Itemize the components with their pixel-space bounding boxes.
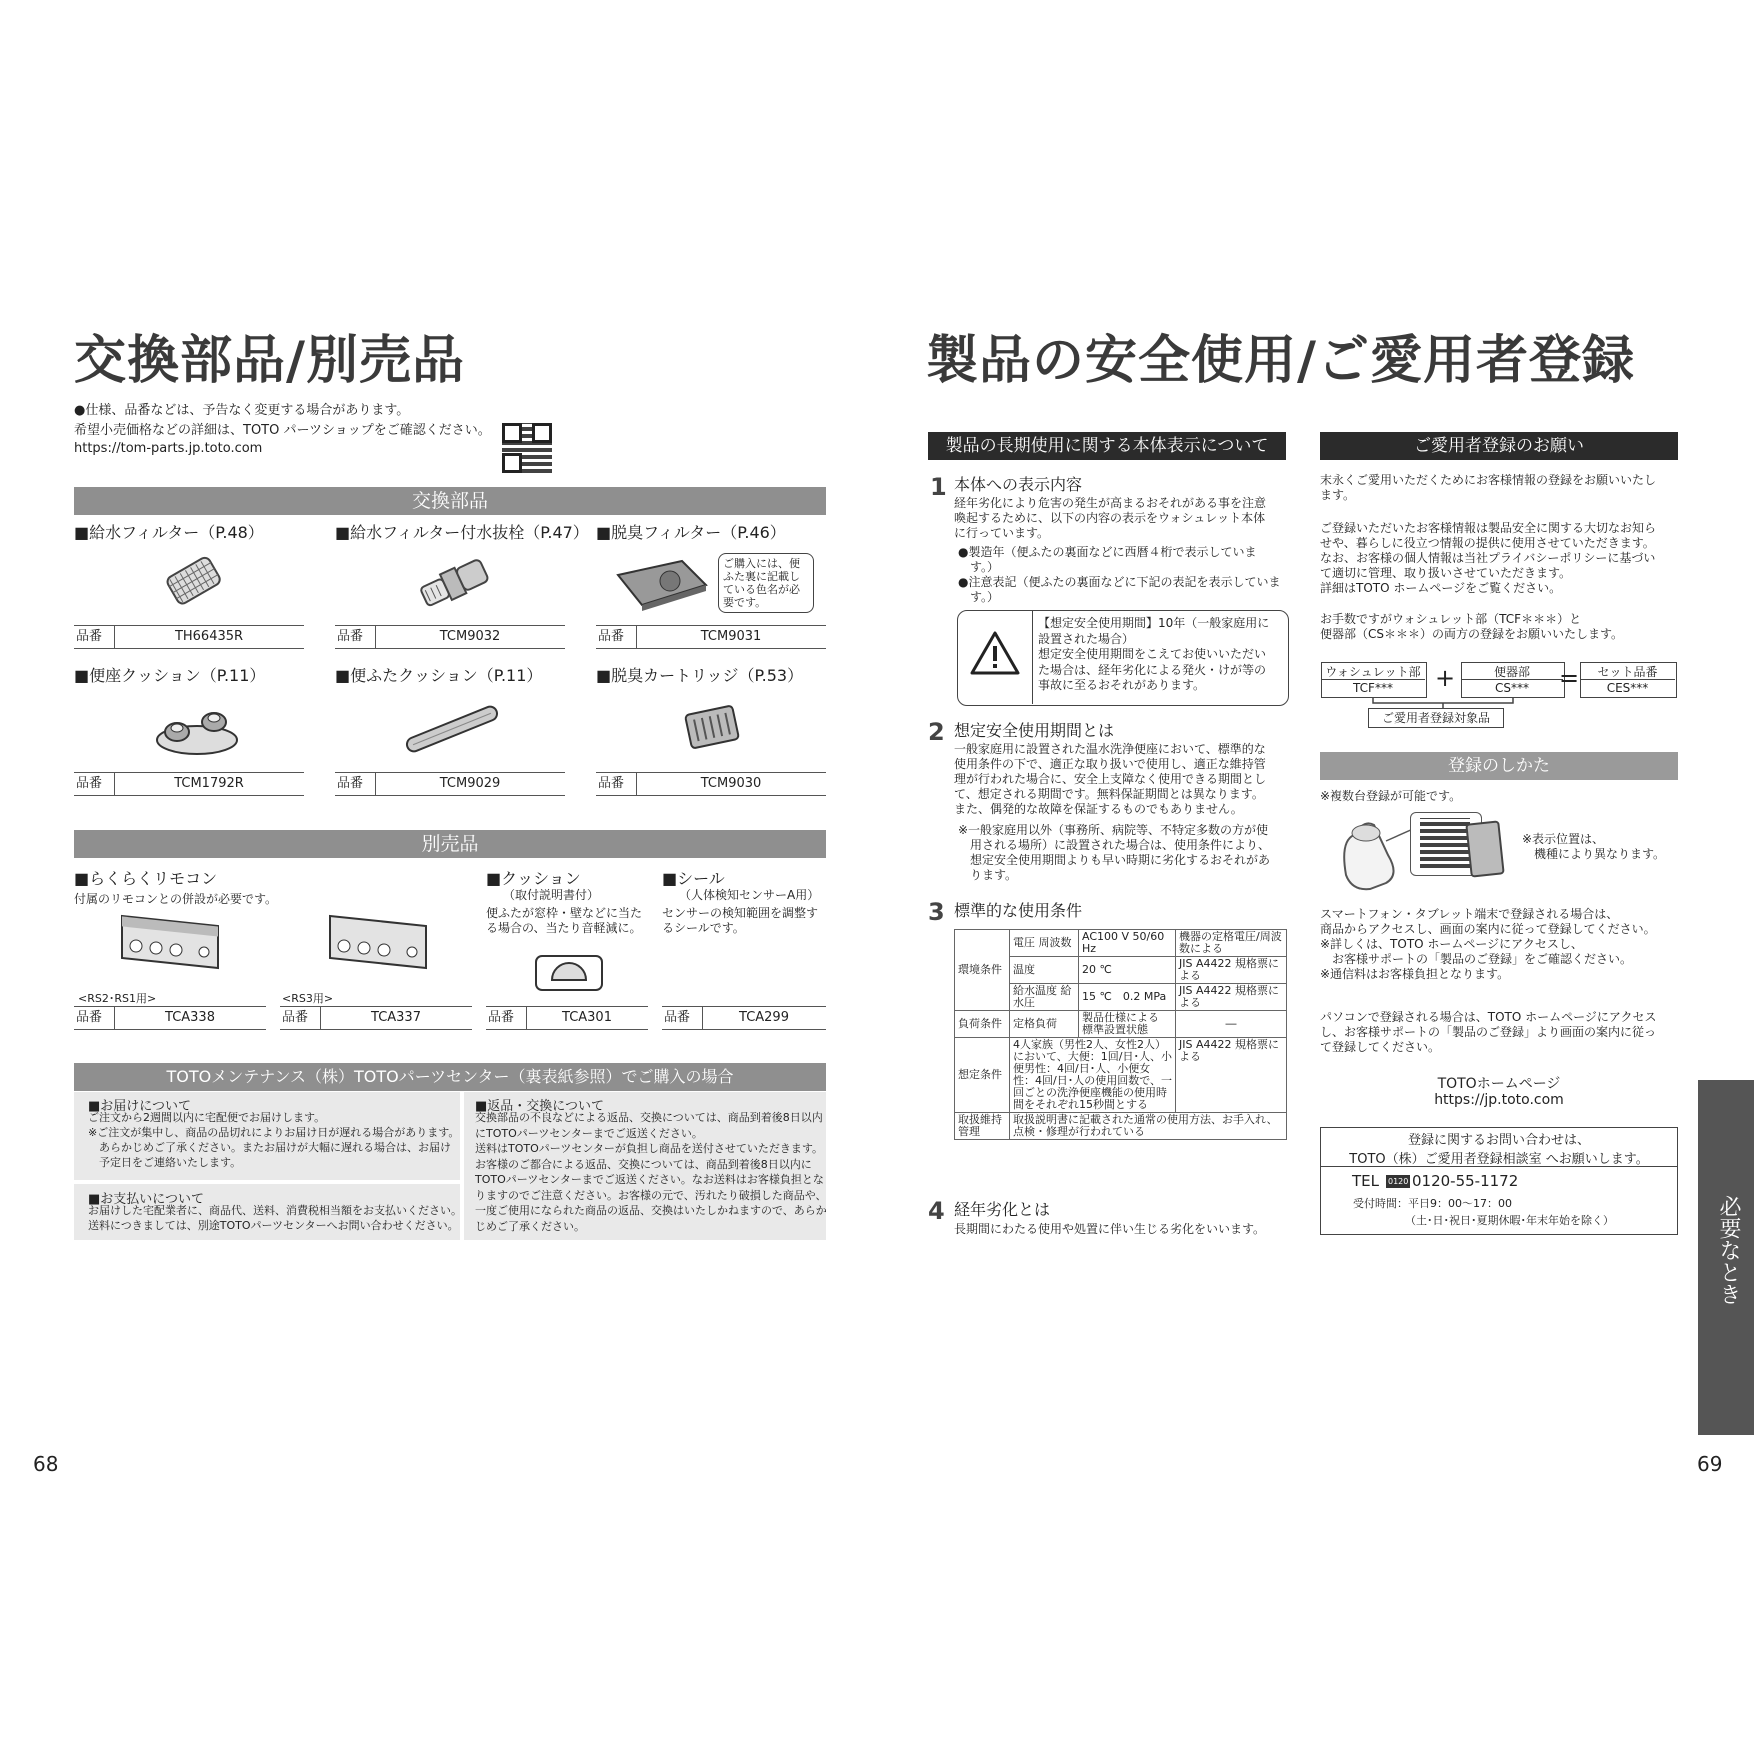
part-number-row xyxy=(335,772,565,796)
spec-note: ●仕様、品番などは、予告なく変更する場合があります。 xyxy=(74,403,410,418)
cushion-note: 便ふたが窓枠・壁などに当たる場合の、当たり音軽減に。 xyxy=(486,906,643,935)
registration-target: ご愛用者登録対象品 xyxy=(1368,708,1504,728)
usage-conditions-table: 環境条件 電圧 周波数 AC100 V 50/60 Hz 機器の定格電圧/周波数による 温度 20 ℃ JIS A4422 規格票による 給水温度 給水圧 15 ℃ 0.2 MPa JIS A4422 規格票による 負荷条件 定格負荷 製品仕様による 標準設置状態 ― 想定条件 4人家族（男性2人、女性2人）において、大便：1回/日･人、小便男性：4回/日･人、小便女性：4回/日･人の使用回数で、一回ごとの洗浄便座機能の使用時間をそれぞれ15秒間とする JIS A4422 規格票による 取扱維持管理 取扱説明書に記載された通常の使用方法、お手入れ、点検・修理が行われている xyxy=(954,929,1287,1140)
plus-sign: + xyxy=(1435,664,1456,692)
purchase-band: TOTOメンテナンス（株）TOTOパーツセンター（裏表紙参照）でご購入の場合 xyxy=(74,1063,826,1091)
free-dial-icon: 0120 xyxy=(1388,1177,1409,1186)
qr-code-registration[interactable] xyxy=(1420,818,1470,868)
reception-hours: 受付時間：平日9：00～17：00 xyxy=(1353,1197,1512,1210)
cushion-image xyxy=(534,950,604,992)
part-number: TCM9029 xyxy=(439,776,501,791)
bowl-label: 便器部 xyxy=(1493,665,1530,679)
section-2-text: 一般家庭用に設置された温水洗浄便座において、標準的な 使用条件の下で、適正な取り扱いで使用し、適正な維持管 理が行われた場合に、安全上支障なく使用できる期間とし て、想定される期間です。無料保証期間とは異なります。 また、偶発的な故障を保証するものでもありません。 xyxy=(954,742,1267,816)
part-number: TCM1792R xyxy=(174,776,244,791)
water-filter-drain-plug-image xyxy=(415,555,495,611)
tel-number[interactable]: 0120-55-1172 xyxy=(1412,1172,1519,1190)
section-number: 4 xyxy=(928,1197,945,1225)
part-number: TH66435R xyxy=(174,629,244,644)
part-number-label: 品番 xyxy=(664,1010,691,1025)
part-title: ■脱臭カートリッジ（P.53） xyxy=(596,666,804,685)
part-title: ■給水フィルター付水抜栓（P.47） xyxy=(335,523,589,542)
set-label: セット品番 xyxy=(1597,665,1658,679)
part-number-row xyxy=(74,772,304,796)
set-code: CES*** xyxy=(1606,681,1649,695)
payment-text: お届けした宅配業者に、商品代、送料、消費税相当額をお支払いください。 送料につきましては、別途TOTOパーツセンターへお問い合わせください。 xyxy=(88,1204,462,1232)
homepage-label: TOTOホームページ xyxy=(1437,1076,1561,1092)
bowl-code: CS*** xyxy=(1495,681,1529,695)
remote-title: ■らくらくリモコン xyxy=(74,869,218,888)
return-text: 交換部品の不良などによる返品、交換については、商品到着後8日以内 にTOTOパーツセンターまでご返送ください。 送料はTOTOパーツセンターが負担し商品を送付させていただきます。 お客様のご都合による返品、交換については、商品到着後8日以内に TOTOパーツセンターまでご返送ください。なお送料はお客様負担とな りますのでご注意ください。お客様の元で、汚れたり破損した商品や、 一度ご使用になられた商品の返品、交換はいたしかねますので、あらか じめご了承ください。 xyxy=(475,1111,827,1233)
remote-rs3-image xyxy=(326,910,430,974)
option-number-row xyxy=(486,1006,648,1030)
contact-line-2: TOTO（株）ご愛用者登録相談室 へお願いします。 xyxy=(1349,1152,1649,1167)
part-title: ■便座クッション（P.11） xyxy=(74,666,266,685)
part-title: ■便ふたクッション（P.11） xyxy=(335,666,543,685)
section-title: 経年劣化とは xyxy=(954,1200,1051,1219)
table-row-label: 負荷条件 xyxy=(955,1011,1010,1038)
part-number: TCM9032 xyxy=(439,629,501,644)
section-4-text: 長期間にわたる使用や処置に伴い生じる劣化をいいます。 xyxy=(954,1222,1266,1236)
part-number-label: 品番 xyxy=(598,629,625,644)
part-number-label: 品番 xyxy=(488,1010,515,1025)
section-1-bullets: ●製造年（便ふたの裏面などに西暦４桁で表示していま す。） ●注意表記（便ふたの裏面などに下記の表記を表示していま す。） xyxy=(958,545,1281,604)
part-number-row xyxy=(335,625,565,649)
remote-note: 付属のリモコンとの併設が必要です。 xyxy=(74,892,278,906)
table-row-label: 環境条件 xyxy=(955,930,1010,1011)
multi-register-note: ※複数台登録が可能です。 xyxy=(1320,789,1462,803)
registration-text-3: お手数ですがウォシュレット部（TCF＊＊＊）と 便器部（CS＊＊＊）の両方の登録をお願いいたします。 xyxy=(1320,612,1624,641)
part-number: TCM9031 xyxy=(700,629,762,644)
part-title: ■給水フィルター（P.48） xyxy=(74,523,264,542)
pc-registration-text: パソコンで登録される場合は、TOTO ホームページにアクセス し、お客様サポートの「製品のご登録」より画面の案内に従っ て登録してください。 xyxy=(1320,1010,1657,1054)
water-filter-image xyxy=(160,555,230,607)
filter-color-callout: ご購入には、便ふた裏に記載している色名が必要です。 xyxy=(718,553,814,613)
option-number-row xyxy=(74,1006,266,1030)
side-tab-label: 必要なとき xyxy=(1716,1195,1741,1305)
equals-sign: = xyxy=(1559,664,1580,692)
part-number-row xyxy=(596,772,826,796)
part-number-row xyxy=(596,625,826,649)
replacement-parts-band: 交換部品 xyxy=(74,487,826,515)
payment-title: ■お支払いについて xyxy=(88,1192,205,1207)
qr-finder-icon xyxy=(532,423,552,443)
part-number-label: 品番 xyxy=(282,1010,309,1025)
how-to-register-band: 登録のしかた xyxy=(1320,752,1678,780)
contact-line-1: 登録に関するお問い合わせは、 xyxy=(1407,1133,1590,1148)
seat-cushion-image xyxy=(152,698,242,758)
registration-text-1: 末永くご愛用いただくためにお客様情報の登録をお願いいたし ます。 xyxy=(1320,473,1657,502)
option-number-row xyxy=(662,1006,826,1030)
lid-cushion-image xyxy=(400,698,504,760)
table-row-label: 想定条件 xyxy=(955,1038,1010,1113)
long-term-use-band: 製品の長期使用に関する本体表示について xyxy=(928,432,1286,460)
homepage-url[interactable]: https://jp.toto.com xyxy=(1434,1092,1564,1108)
part-number-label: 品番 xyxy=(337,776,364,791)
table-row-label: 取扱維持管理 xyxy=(955,1113,1010,1140)
parts-shop-link[interactable]: https://tom-parts.jp.toto.com xyxy=(74,441,263,456)
remote-rs2-label: <RS2･RS1用> xyxy=(78,992,157,1005)
warning-triangle-icon xyxy=(970,630,1020,676)
part-number: TCA299 xyxy=(739,1010,789,1025)
delivery-text: ご注文から2週間以内に宅配便でお届けします。 ※ご注文が集中し、商品の品切れによりお届け日が遅れる場合があります。 あらかじめご了承ください。またお届けが大幅に遅れる場合は、お届け 予定日をご連絡いたします。 xyxy=(88,1111,460,1169)
section-number: 1 xyxy=(930,473,947,501)
seal-note: センサーの検知範囲を調整するシールです。 xyxy=(662,906,819,935)
right-page-title: 製品の安全使用/ご愛用者登録 xyxy=(926,331,1635,391)
part-number: TCM9030 xyxy=(700,776,762,791)
optional-items-band: 別売品 xyxy=(74,830,826,858)
smartphone-registration-text: スマートフォン・タブレット端末で登録される場合は、 商品からアクセスし、画面の案内に従って登録してください。 ※詳しくは、TOTO ホームページにアクセスし、 お客様サポートの「製品のご登録」をご確認ください。 ※通信料はお客様負担となります。 xyxy=(1320,907,1656,981)
smartphone-icon xyxy=(1465,820,1504,877)
warning-text: 【想定安全使用期間】10年（一般家庭用に 設置された場合） 想定安全使用期間をこえてお使いいただい た場合は、経年劣化による発火・けが等の 事故に至るおそれがあります。 xyxy=(1038,616,1270,692)
section-number: 3 xyxy=(928,898,945,926)
section-number: 2 xyxy=(928,718,945,746)
section-1-text: 経年劣化により危害の発生が高まるおそれがある事を注意 喚起するために、以下の内容の表示をウォシュレット本体 に行っています。 xyxy=(954,496,1267,540)
cushion-sub: （取付説明書付） xyxy=(503,888,600,902)
seal-title: ■シール xyxy=(662,869,725,888)
warning-divider xyxy=(1032,610,1033,704)
part-number: TCA338 xyxy=(165,1010,215,1025)
part-number-row xyxy=(74,625,304,649)
washlet-label: ウォシュレット部 xyxy=(1325,665,1421,679)
deodorizing-cartridge-image xyxy=(682,700,742,754)
section-title: 標準的な使用条件 xyxy=(954,901,1083,920)
part-title: ■脱臭フィルター（P.46） xyxy=(596,523,786,542)
left-page-title: 交換部品/別売品 xyxy=(74,331,465,391)
display-position-note: ※表示位置は、 機種により異なります。 xyxy=(1522,832,1666,861)
part-number-label: 品番 xyxy=(337,629,364,644)
deodorizing-filter-image xyxy=(612,555,712,615)
registration-text-2: ご登録いただいたお客様情報は製品安全に関する大切なお知ら せや、暮らしに役立つ情報の提供に使用させていただきます。 なお、お客様の個人情報は当社プライバシーポリシーに基づい て適切に管理、取り扱いさせていただきます。 詳細はTOTO ホームページをご覧ください。 xyxy=(1320,521,1657,595)
price-note: 希望小売価格などの詳細は、TOTO パーツショップをご確認ください。 xyxy=(74,423,491,438)
section-title: 本体への表示内容 xyxy=(954,475,1083,494)
qr-finder-icon xyxy=(502,453,522,473)
registration-band: ご愛用者登録のお願い xyxy=(1320,432,1678,460)
remote-rs3-label: <RS3用> xyxy=(282,992,334,1005)
part-number-label: 品番 xyxy=(76,629,103,644)
washlet-code: TCF*** xyxy=(1353,681,1393,695)
remote-rs2-image xyxy=(118,910,222,974)
section-2-note: ※一般家庭用以外（事務所、病院等、不特定多数の方が使 用される場所）に設置された場合は、使用条件により、 想定安全使用期間よりも早い時期に劣化するおそれがあ ります。 xyxy=(958,823,1271,882)
part-number: TCA301 xyxy=(562,1010,612,1025)
section-title: 想定安全使用期間とは xyxy=(954,721,1115,740)
cushion-title: ■クッション xyxy=(486,869,581,888)
qr-finder-icon xyxy=(502,423,522,443)
return-title: ■返品・交換について xyxy=(475,1099,605,1114)
option-number-row xyxy=(280,1006,472,1030)
seal-sub: （人体検知センサーA用） xyxy=(679,888,820,902)
tel-label: TEL xyxy=(1352,1172,1379,1190)
part-number-label: 品番 xyxy=(76,1010,103,1025)
delivery-title: ■お届けについて xyxy=(88,1099,192,1114)
reception-holidays: （土･日･祝日･夏期休暇･年末年始を除く） xyxy=(1405,1214,1614,1227)
part-number-label: 品番 xyxy=(598,776,625,791)
page-number-right: 69 xyxy=(1697,1452,1723,1476)
part-number-label: 品番 xyxy=(76,776,103,791)
part-number: TCA337 xyxy=(371,1010,421,1025)
page-number-left: 68 xyxy=(33,1452,59,1476)
